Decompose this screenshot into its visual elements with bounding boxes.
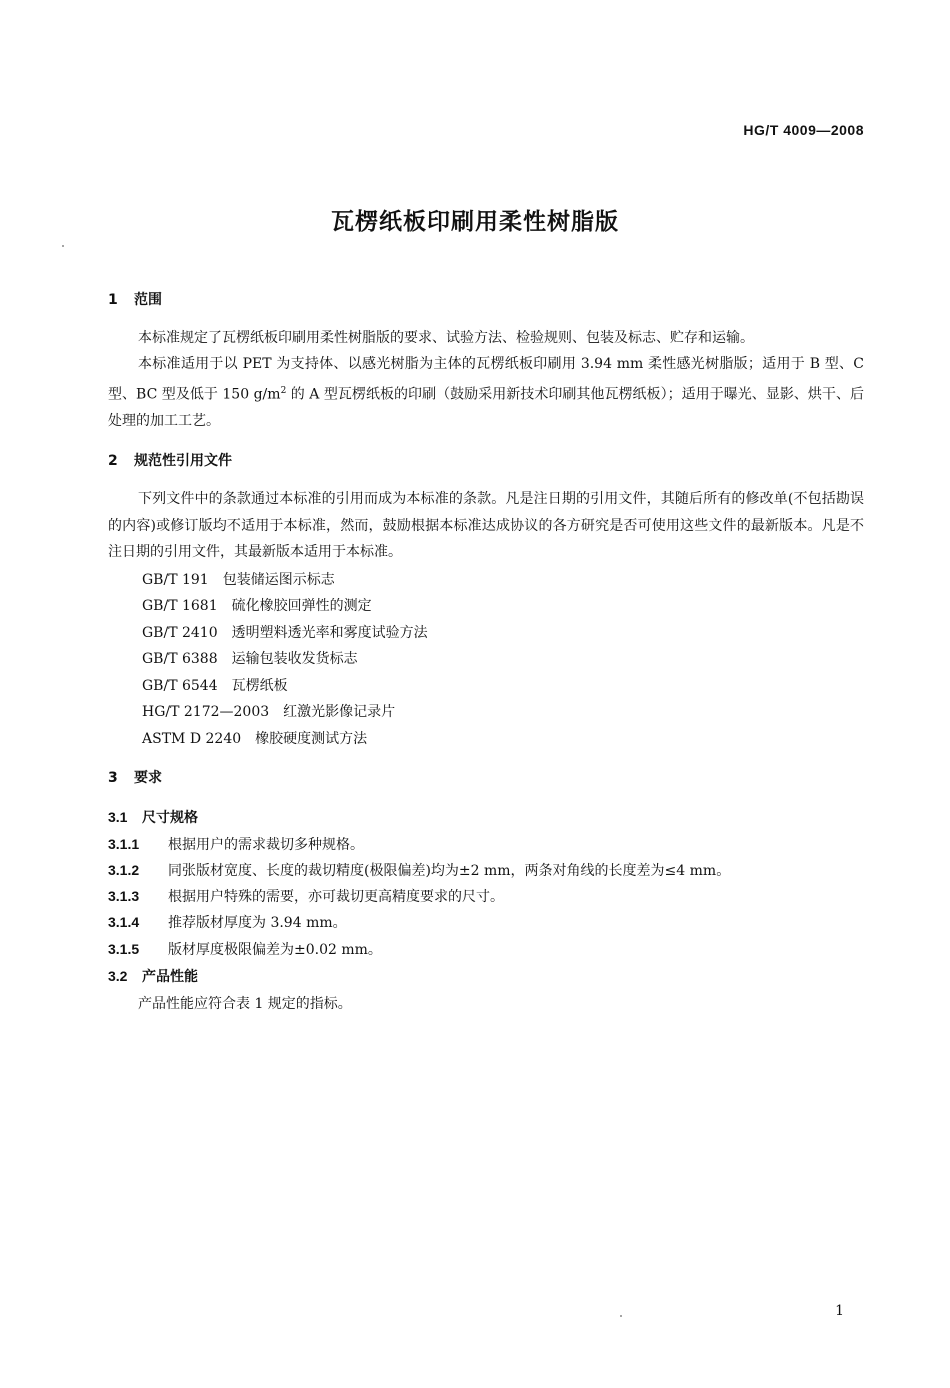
- section-3-heading: [108, 767, 162, 787]
- reference-code: GB/T 191: [142, 572, 209, 588]
- reference-title: 透明塑料透光率和雾度试验方法: [231, 625, 428, 641]
- reference-code: GB/T 2410: [142, 625, 218, 641]
- section-2-title: 规范性引用文件: [134, 453, 232, 469]
- section-1-paragraph-2-text-a: 本标准适用于以 PET 为支持体、以感光树脂为主体的瓦楞纸板印刷用 3.94 mm 柔性感光树脂版；适用于 B 型、C 型、BC 型及低于 150 g/m: [108, 356, 864, 403]
- subsection-title: 产品性能: [142, 969, 198, 985]
- clause-number: 3.1.2: [108, 862, 140, 878]
- scan-speck: [620, 1315, 622, 1317]
- reference-item: [142, 675, 288, 695]
- reference-title: 硫化橡胶回弹性的测定: [231, 598, 372, 614]
- reference-item: [142, 728, 367, 748]
- section-1-paragraph-2-text-b: 的 A 型瓦楞纸板的印刷（鼓励采用新技术印刷其他瓦楞纸板）；适用于曝光、显影、烘干、后处理的加工工艺。: [108, 386, 864, 429]
- reference-item: [142, 595, 372, 615]
- reference-item: [142, 648, 358, 668]
- scan-speck: [62, 245, 64, 247]
- section-1-paragraph-2: [108, 351, 864, 434]
- clause-number: 3.1.3: [108, 888, 140, 904]
- reference-item: [142, 701, 395, 721]
- section-2-number: 2: [108, 453, 118, 469]
- subsection-3-2-text: 产品性能应符合表 1 规定的指标。: [138, 996, 352, 1012]
- clause-number: 3.1.1: [108, 836, 140, 852]
- document-title: 瓦楞纸板印刷用柔性树脂版: [331, 209, 619, 235]
- section-3-title: 要求: [134, 770, 162, 786]
- page-number: 1: [835, 1303, 844, 1319]
- superscript-2: 2: [280, 385, 287, 396]
- reference-title: 包装储运图示标志: [222, 572, 335, 588]
- clause-text: 版材厚度极限偏差为±0.02 mm。: [168, 942, 382, 958]
- subsection-number: 3.2: [108, 968, 128, 984]
- clause-number: 3.1.4: [108, 914, 140, 930]
- standard-code: HG/T 4009—2008: [743, 122, 864, 138]
- section-2-intro: 下列文件中的条款通过本标准的引用而成为本标准的条款。凡是注日期的引用文件，其随后所有的修改单(不包括勘误的内容)或修订版均不适用于本标准，然而，鼓励根据本标准达成协议的各方研究是否可使用这些文件的最新版本。凡是不注日期的引用文件，其最新版本适用于本标准。: [108, 491, 864, 560]
- reference-title: 橡胶硬度测试方法: [255, 731, 368, 747]
- clause-text: 推荐版材厚度为 3.94 mm。: [168, 915, 347, 931]
- section-2-heading: [108, 450, 232, 470]
- clause-item: [108, 834, 364, 854]
- section-1-number: 1: [108, 292, 118, 308]
- reference-title: 运输包装收发货标志: [231, 651, 358, 667]
- reference-item: [142, 622, 428, 642]
- subsection-title: 尺寸规格: [142, 810, 198, 826]
- reference-title: 瓦楞纸板: [231, 678, 288, 694]
- subsection-3-1-heading: [108, 807, 198, 827]
- reference-code: HG/T 2172—2003: [142, 704, 270, 720]
- clause-number: 3.1.5: [108, 941, 140, 957]
- reference-code: ASTM D 2240: [142, 731, 242, 747]
- clause-text: 同张版材宽度、长度的裁切精度(极限偏差)均为±2 mm，两条对角线的长度差为≤4 mm。: [168, 863, 731, 879]
- section-1-paragraph-1: 本标准规定了瓦楞纸板印刷用柔性树脂版的要求、试验方法、检验规则、包装及标志、贮存和运输。: [138, 330, 754, 346]
- reference-item: [142, 569, 335, 589]
- reference-code: GB/T 6388: [142, 651, 218, 667]
- subsection-number: 3.1: [108, 809, 128, 825]
- subsection-3-2-heading: [108, 966, 198, 986]
- reference-code: GB/T 6544: [142, 678, 218, 694]
- reference-title: 红激光影像记录片: [283, 704, 396, 720]
- clause-item: [108, 886, 504, 906]
- clause-text: 根据用户特殊的需要，亦可裁切更高精度要求的尺寸。: [168, 889, 504, 905]
- section-3-number: 3: [108, 770, 118, 786]
- clause-text: 根据用户的需求裁切多种规格。: [168, 837, 364, 853]
- clause-item: [108, 860, 730, 880]
- reference-code: GB/T 1681: [142, 598, 218, 614]
- clause-item: [108, 912, 347, 932]
- section-1-heading: [108, 289, 162, 309]
- clause-item: [108, 939, 382, 959]
- section-1-title: 范围: [134, 292, 162, 308]
